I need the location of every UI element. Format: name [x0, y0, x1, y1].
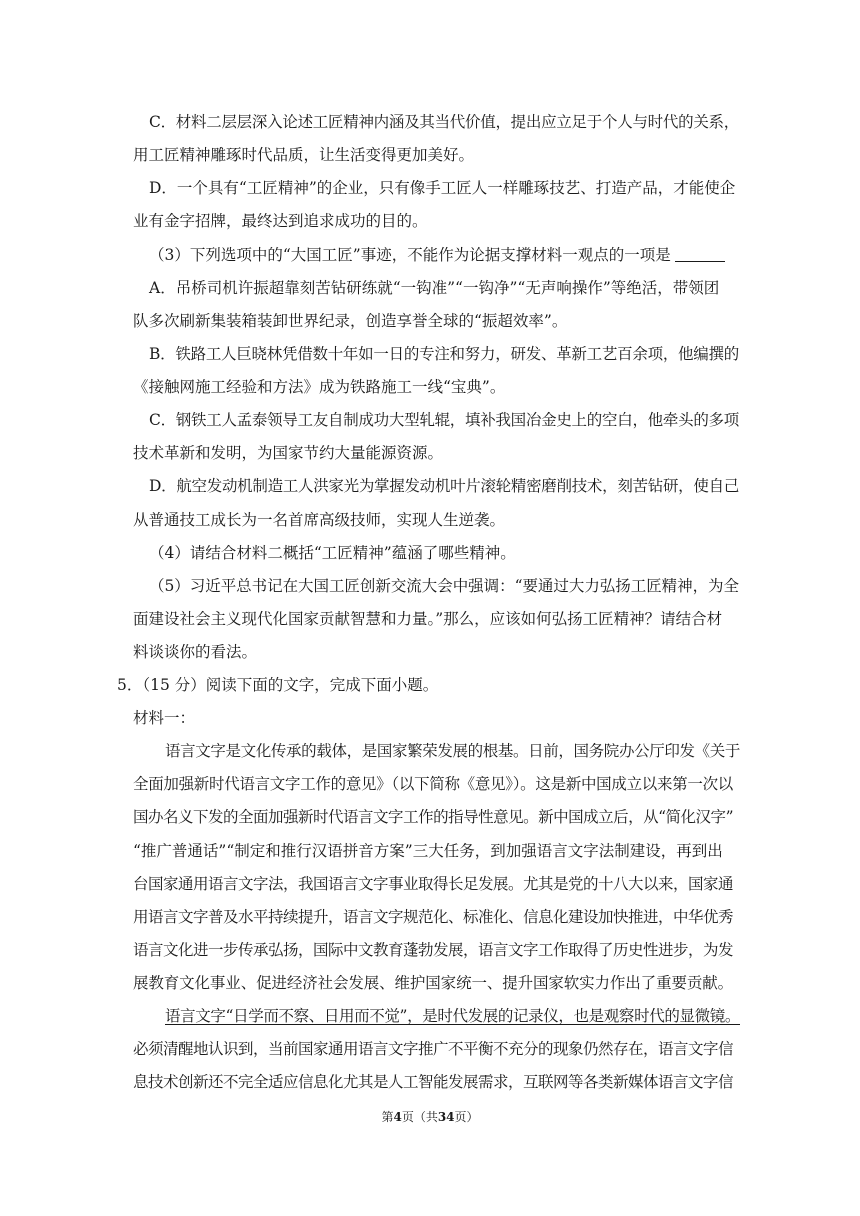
text-line: 展教育文化事业、促进经济社会发展、维护国家统一、提升国家软实力作出了重要贡献。: [133, 974, 733, 992]
text-line: 台国家通用语言文字法，我国语言文字事业取得长足发展。尤其是党的十八大以来，国家通: [133, 875, 733, 893]
text-line: 用语言文字普及水平持续提升，语言文字规范化、标准化、信息化建设加快推进，中华优秀: [133, 908, 733, 926]
text-line: A．吊桥司机许振超靠刻苦钻研练就“一钩准”“一钩净”“无声响操作”等绝活，带领团: [149, 279, 720, 297]
text-line: B．铁路工人巨晓林凭借数十年如一日的专注和努力，研发、革新工艺百余项，他编撰的: [149, 345, 739, 363]
text-line: D．一个具有“工匠精神”的企业，只有像手工匠人一样雕琢技艺、打造产品，才能使企: [149, 179, 736, 197]
text-line: 用工匠精神雕琢时代品质，让生活变得更加美好。: [133, 146, 475, 164]
text-line: 息技术创新还不完全适应信息化尤其是人工智能发展需求，互联网等各类新媒体语言文字信: [133, 1073, 733, 1091]
question-5: （5）习近平总书记在大国工匠创新交流大会中强调：“要通过大力弘扬工匠精神，为全: [149, 577, 739, 595]
text-line: 业有金字招牌，最终达到追求成功的目的。: [133, 212, 428, 230]
text-line: 全面加强新时代语言文字工作的意见》（以下简称《意见》）。这是新中国成立以来第一次以: [133, 775, 733, 793]
text-line: 语言文化进一步传承弘扬，国际中文教育蓬勃发展，语言文字工作取得了历史性进步，为发: [133, 941, 733, 959]
footer-suffix: 页）: [454, 1110, 479, 1124]
section-5-heading: 5．（15 分）阅读下面的文字，完成下面小题。: [117, 676, 439, 694]
text-line: D．航空发动机制造工人洪家光为掌握发动机叶片滚轮精密磨削技术，刻苦钻研，使自己: [149, 477, 739, 495]
question-4: （4）请结合材料二概括“工匠精神”蕴涵了哪些精神。: [149, 544, 516, 562]
text-line: 必须清醒地认识到，当前国家通用语言文字推广不平衡不充分的现象仍然存在，语言文字信: [133, 1040, 733, 1058]
answer-blank[interactable]: [675, 243, 725, 262]
footer-prefix: 第: [381, 1110, 394, 1124]
underlined-sentence: 语言文字“日学而不察、日用而不觉”，是时代发展的记录仪，也是观察时代的显微镜。: [165, 1007, 740, 1025]
question-3-text: （3）下列选项中的“大国工匠”事迹，不能作为论据支撑材料一观点的一项是: [149, 246, 671, 264]
text-line: C．材料二层层深入论述工匠精神内涵及其当代价值，提出应立足于个人与时代的关系，: [149, 113, 739, 131]
text-line: 技术革新和发明，为国家节约大量能源资源。: [133, 444, 444, 462]
footer-mid: 页（共: [401, 1110, 438, 1124]
material-one-label: 材料一：: [133, 709, 196, 727]
page-footer: [0, 1109, 860, 1125]
footer-page-number: 4: [393, 1110, 402, 1124]
question-3: [149, 240, 739, 270]
text-line: 《接触网施工经验和方法》成为铁路施工一线“宝典”。: [133, 378, 506, 396]
text-line: 队多次刷新集装箱装卸世界纪录，创造享誉全球的“振超效率”。: [133, 312, 568, 330]
footer-total-pages: 34: [437, 1110, 455, 1124]
text-line: 语言文字是文化传承的载体，是国家繁荣发展的根基。日前，国务院办公厅印发《关于: [165, 742, 740, 760]
text-line: “推广普通话”“制定和推行汉语拼音方案”三大任务，到加强语言文字法制建设，再到出: [133, 842, 723, 860]
text-line: 面建设社会主义现代化国家贡献智慧和力量。”那么，应该如何弘扬工匠精神？请结合材: [133, 610, 723, 628]
text-line: C．钢铁工人孟泰领导工友自制成功大型轧辊，填补我国冶金史上的空白，他牵头的多项: [149, 411, 739, 429]
text-line: 料谈谈你的看法。: [133, 643, 258, 661]
text-line: 从普通技工成长为一名首席高级技师，实现人生逆袭。: [133, 511, 506, 529]
text-line: 国办名义下发的全面加强新时代语言文字工作的指导性意见。新中国成立后，从“简化汉字”: [133, 808, 733, 826]
